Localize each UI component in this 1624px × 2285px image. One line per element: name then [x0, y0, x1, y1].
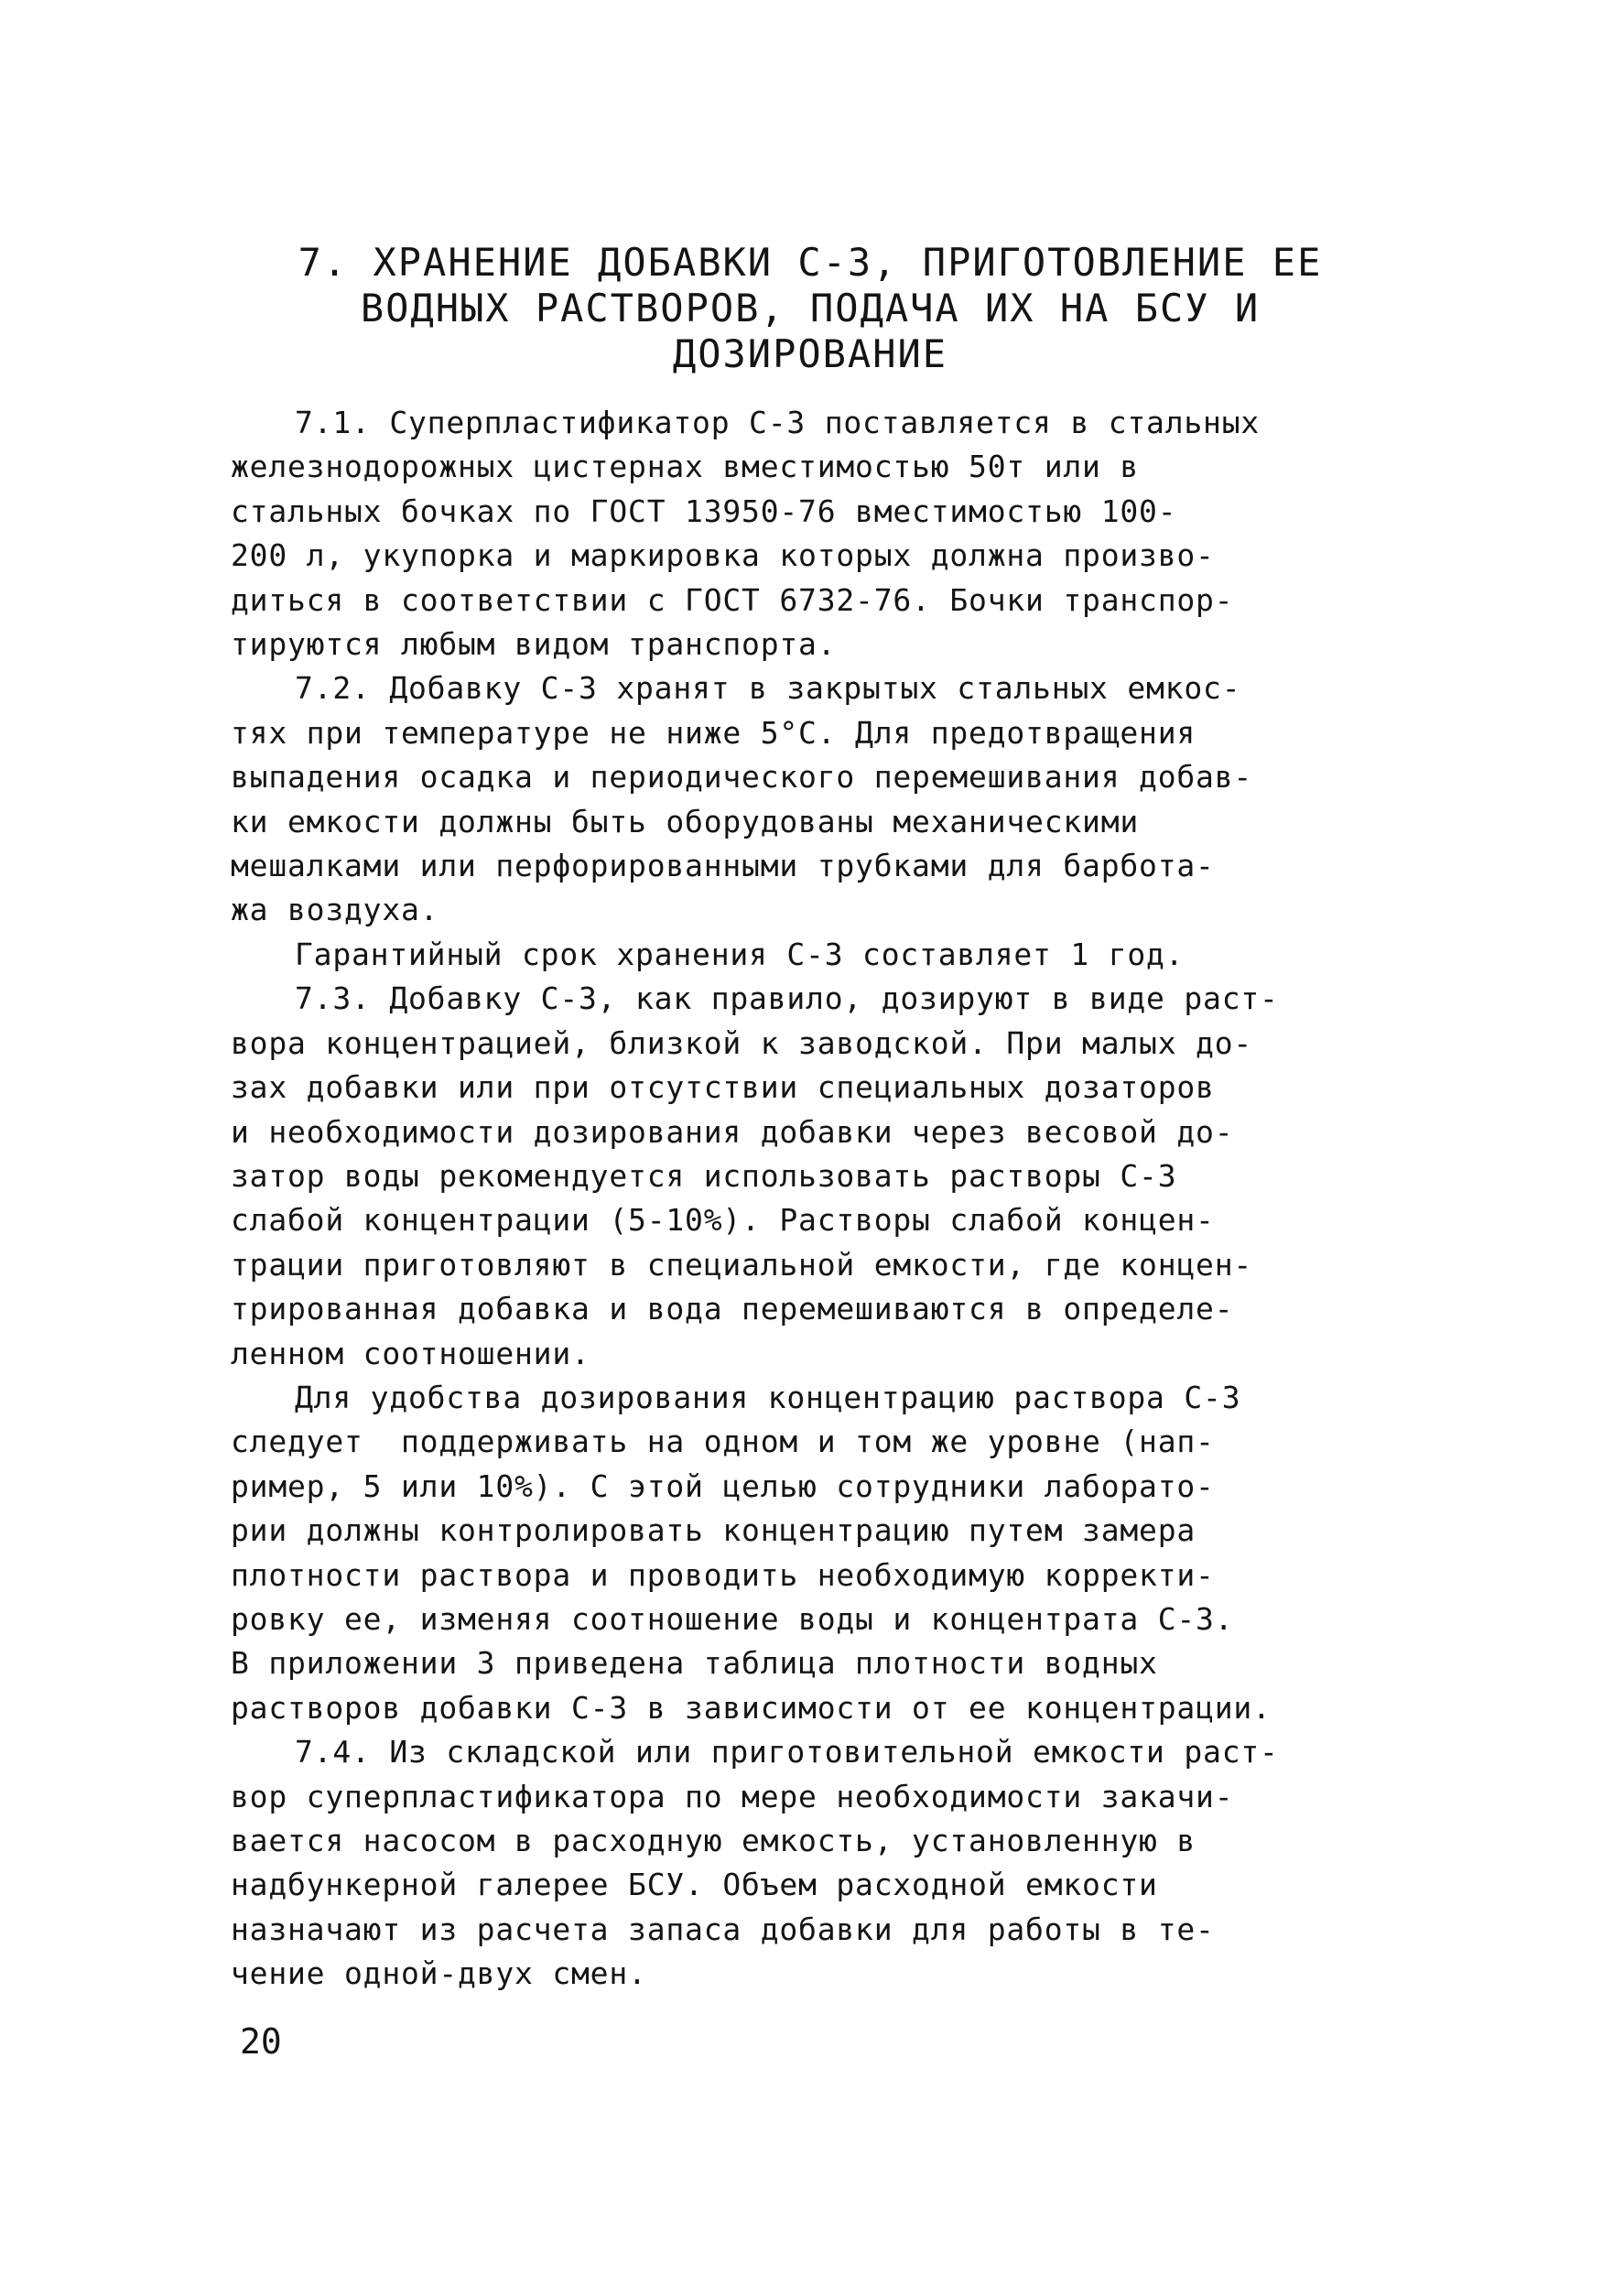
text-line: зах добавки или при отсутствии специальных дозаторов [231, 1069, 1215, 1106]
page-number: 20 [240, 2021, 282, 2062]
text-line: тируются любым видом транспорта. [231, 626, 837, 663]
text-line: ровку ее, изменяя соотношение воды и концентрата С-3. [231, 1600, 1234, 1637]
text-line: 200 л, укупорка и маркировка которых должна произво- [231, 537, 1215, 574]
paragraph-7-4 [231, 1730, 1448, 1996]
text-line: 7.4. Из складской или приготовительной емкости раст- [295, 1734, 1279, 1771]
text-line: выпадения осадка и периодического перемешивания добав- [231, 759, 1253, 796]
text-line: рии должны контролировать концентрацию путем замера [231, 1512, 1196, 1549]
paragraph-7-3 [231, 977, 1448, 1376]
text-line: мешалками или перфорированными трубками для барбота- [231, 848, 1215, 884]
text-line: и необходимости дозирования добавки через весовой до- [231, 1113, 1234, 1150]
text-line: железнодорожных цистернах вместимостью 50т или в [231, 449, 1140, 485]
text-line: 7.1. Суперпластификатор С-3 поставляется в стальных [295, 405, 1261, 440]
text-line: вора концентрацией, близкой к заводской. При малых до- [231, 1024, 1253, 1061]
text-line: Для удобства дозирования концентрацию раствора С-3 [295, 1379, 1241, 1415]
text-line: затор воды рекомендуется использовать растворы С-3 [231, 1157, 1177, 1194]
text-line: трированная добавка и вода перемешиваются в определе- [231, 1291, 1234, 1327]
text-line: ример, 5 или 10%). С этой целью сотрудники лаборато- [231, 1467, 1215, 1504]
text-line: вор суперпластификатора по мере необходимости закачи- [231, 1778, 1234, 1814]
section-title-line: ДОЗИРОВАНИЕ [672, 331, 948, 376]
section-title-line: ВОДНЫХ РАСТВОРОВ, ПОДАЧА ИХ НА БСУ И [360, 286, 1261, 330]
text-line: назначают из расчета запаса добавки для работы в те- [231, 1911, 1215, 1947]
body-text [231, 401, 1448, 1997]
paragraph-concentration [231, 1376, 1448, 1730]
text-line: трации приготовляют в специальной емкости, где концен- [231, 1246, 1253, 1283]
text-line: растворов добавки С-3 в зависимости от ее концентрации. [231, 1689, 1272, 1726]
text-line: 7.2. Добавку С-3 хранят в закрытых стальных емкос- [295, 670, 1241, 707]
paragraph-7-1 [231, 401, 1448, 666]
text-line: 7.3. Добавку С-3, как правило, дозируют в виде раст- [295, 980, 1279, 1017]
text-line: Гарантийный срок хранения С-3 составляет 1 год. [295, 936, 1185, 972]
text-line: чение одной-двух смен. [231, 1955, 647, 1992]
text-line: следует поддерживать на одном и том же уровне (нап- [231, 1424, 1215, 1460]
text-line: вается насосом в расходную емкость, установленную в [231, 1823, 1196, 1858]
text-line: ленном соотношении. [231, 1335, 590, 1371]
paragraph-warranty [231, 933, 1448, 977]
text-line: диться в соответствии с ГОСТ 6732-76. Бочки транспор- [231, 581, 1234, 618]
section-title [211, 240, 1410, 377]
text-line: стальных бочках по ГОСТ 13950-76 вместимостью 100- [231, 493, 1177, 529]
paragraph-7-2 [231, 666, 1448, 932]
section-title-line: 7. ХРАНЕНИЕ ДОБАВКИ С-3, ПРИГОТОВЛЕНИЕ ЕЕ [298, 240, 1323, 285]
text-line: слабой концентрации (5-10%). Растворы слабой концен- [231, 1202, 1215, 1239]
text-line: надбункерной галерее БСУ. Объем расходной емкости [231, 1867, 1158, 1903]
text-line: жа воздуха. [231, 892, 439, 928]
text-line: плотности раствора и проводить необходимую корректи- [231, 1556, 1215, 1593]
text-line: ки емкости должны быть оборудованы механическими [231, 803, 1140, 839]
text-line: тях при температуре не ниже 5°С. Для предотвращения [231, 714, 1196, 751]
text-line: В приложении 3 приведена таблица плотности водных [231, 1645, 1158, 1682]
